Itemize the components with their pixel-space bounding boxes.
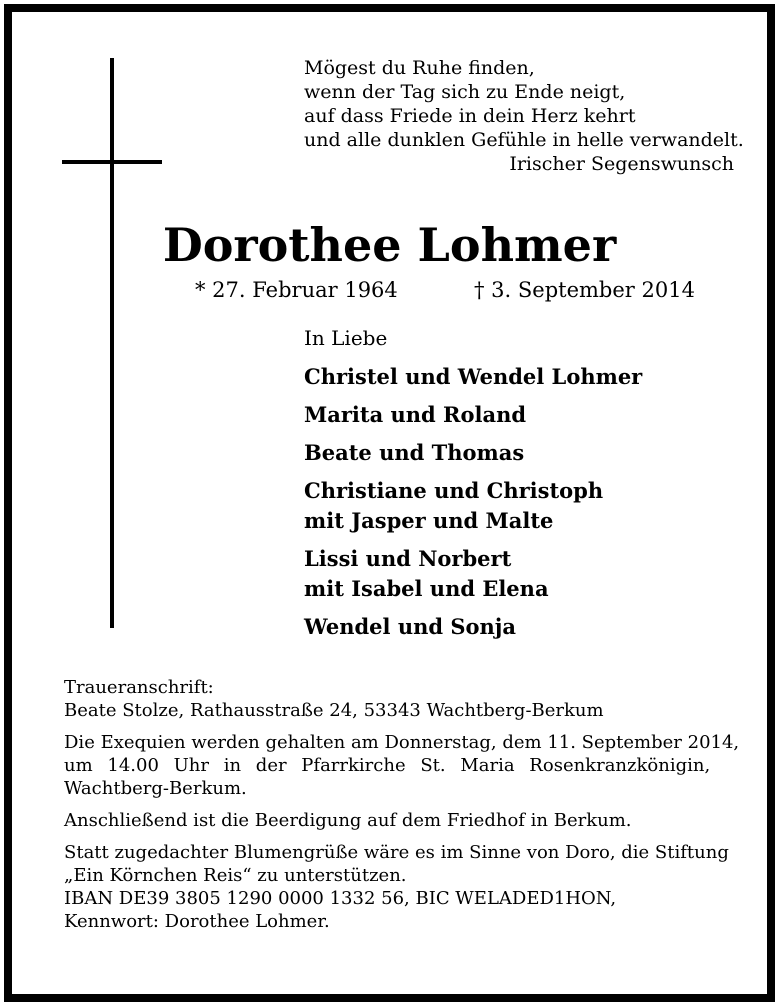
mourner-group [304, 438, 744, 468]
verse-source: Irischer Segenswunsch [509, 153, 734, 175]
mourner-group [304, 612, 744, 642]
mourner-line: mit Isabel und Elena [304, 576, 549, 601]
service-line: um 14.00 Uhr in der Pfarrkirche St. Maria Rosenkranzkönigin, [64, 755, 711, 776]
mourners-list [304, 362, 744, 650]
obituary-notice [4, 4, 775, 1002]
donation-line: Statt zugedachter Blumengrüße wäre es im Sinne von Doro, die Stiftung [64, 842, 729, 863]
address-label: Traueranschrift: [64, 677, 214, 698]
birth-date: * 27. Februar 1964 [195, 278, 398, 302]
verse-line: und alle dunklen Gefühle in helle verwandelt. [304, 129, 744, 151]
verse-line: auf dass Friede in dein Herz kehrt [304, 105, 636, 127]
verse-line: Mögest du Ruhe finden, [304, 57, 535, 79]
info-block [64, 676, 740, 942]
mourner-line: Beate und Thomas [304, 440, 525, 465]
mourner-group [304, 544, 744, 604]
mourner-line: mit Jasper und Malte [304, 508, 554, 533]
deceased-name: Dorothee Lohmer [162, 218, 617, 272]
death-date: † 3. September 2014 [474, 278, 695, 302]
burial-text: Anschließend ist die Beerdigung auf dem Friedhof in Berkum. [64, 810, 632, 831]
service-line: Die Exequien werden gehalten am Donnerstag, dem 11. September 2014, [64, 732, 740, 753]
mourner-group [304, 476, 744, 536]
mourner-line: Christiane und Christoph [304, 478, 604, 503]
address-text: Beate Stolze, Rathausstraße 24, 53343 Wachtberg-Berkum [64, 700, 604, 721]
service-line: Wachtberg-Berkum. [64, 778, 247, 799]
verse-line: wenn der Tag sich zu Ende neigt, [304, 81, 626, 103]
donation-paragraph [64, 841, 734, 933]
burial-paragraph [64, 809, 734, 832]
mourner-line: Wendel und Sonja [304, 614, 517, 639]
donation-line: IBAN DE39 3805 1290 0000 1332 56, BIC WELADED1HON, [64, 888, 617, 909]
verse-block [304, 56, 744, 176]
mourner-group [304, 400, 744, 430]
cross-horizontal-bar [62, 160, 162, 164]
mourner-line: Marita und Roland [304, 402, 527, 427]
mourner-line: Christel und Wendel Lohmer [304, 364, 643, 389]
service-paragraph [64, 731, 740, 800]
donation-line: Kennwort: Dorothee Lohmer. [64, 911, 330, 932]
mourner-line: Lissi und Norbert [304, 546, 512, 571]
mourners-intro: In Liebe [304, 326, 388, 350]
address-paragraph [64, 676, 734, 722]
mourner-group [304, 362, 744, 392]
donation-line: „Ein Körnchen Reis“ zu unterstützen. [64, 865, 407, 886]
cross-vertical-bar [110, 58, 114, 628]
